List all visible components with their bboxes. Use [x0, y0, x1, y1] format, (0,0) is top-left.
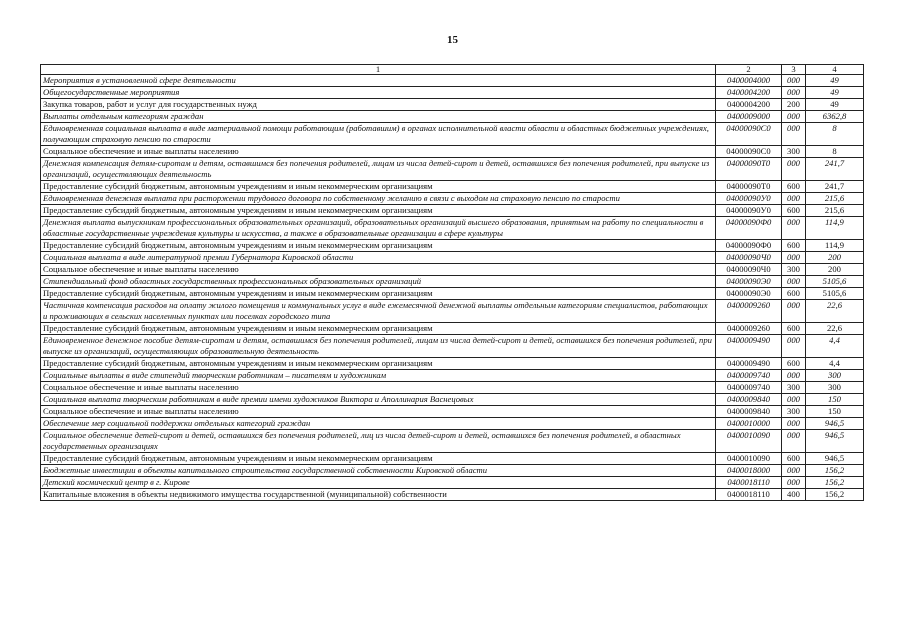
- row-code-cell: 04000090У0: [716, 193, 782, 205]
- table-row: [41, 123, 864, 146]
- row-type-cell: 000: [782, 111, 806, 123]
- row-name-cell: Социальное обеспечение и иные выплаты населению: [41, 146, 716, 158]
- row-name-cell: Мероприятия в установленной сфере деятельности: [41, 75, 716, 87]
- row-code-cell: 0400004200: [716, 99, 782, 111]
- table-row: [41, 394, 864, 406]
- row-amount-cell: 946,5: [806, 453, 864, 465]
- row-amount-cell: 4,4: [806, 335, 864, 358]
- row-code-cell: 0400009000: [716, 111, 782, 123]
- row-amount-cell: 300: [806, 382, 864, 394]
- row-type-cell: 600: [782, 453, 806, 465]
- row-name-cell: Предоставление субсидий бюджетным, автономным учреждениям и иным некоммерческим организациям: [41, 358, 716, 370]
- row-type-cell: 400: [782, 489, 806, 501]
- row-name-cell: Единовременное денежное пособие детям-сиротам и детям, оставшимся без попечения родителей, лицам из числа детей-сирот и детей, оставшихся без попечения родителей, при выпуске из организаций, осуществляющих образовательную деятельность: [41, 335, 716, 358]
- row-name-cell: Единовременная денежная выплата при расторжении трудового договора по собственному желанию в связи с выходом на страховую пенсию по старости: [41, 193, 716, 205]
- row-code-cell: 0400004000: [716, 75, 782, 87]
- row-name-cell: Социальные выплаты в виде стипендий творческим работникам – писателям и художникам: [41, 370, 716, 382]
- table-row: [41, 75, 864, 87]
- row-type-cell: 000: [782, 123, 806, 146]
- row-name-cell: Стипендиальный фонд областных государственных профессиональных образовательных организаций: [41, 276, 716, 288]
- row-type-cell: 600: [782, 240, 806, 252]
- row-amount-cell: 5105,6: [806, 276, 864, 288]
- table-row: [41, 252, 864, 264]
- row-type-cell: 000: [782, 87, 806, 99]
- row-code-cell: 04000090Т0: [716, 181, 782, 193]
- row-type-cell: 000: [782, 75, 806, 87]
- table-row: [41, 382, 864, 394]
- row-amount-cell: 8: [806, 123, 864, 146]
- row-code-cell: 04000090Э0: [716, 288, 782, 300]
- row-name-cell: Бюджетные инвестиции в объекты капитального строительства государственной собственности Кировской области: [41, 465, 716, 477]
- row-code-cell: 04000090С0: [716, 123, 782, 146]
- row-code-cell: 0400010000: [716, 418, 782, 430]
- row-code-cell: 0400010090: [716, 453, 782, 465]
- row-name-cell: Социальная выплата творческим работникам в виде премии имени художников Виктора и Аполлинария Васнецовых: [41, 394, 716, 406]
- row-type-cell: 000: [782, 477, 806, 489]
- row-code-cell: 0400009740: [716, 382, 782, 394]
- row-type-cell: 000: [782, 430, 806, 453]
- row-amount-cell: 49: [806, 75, 864, 87]
- row-amount-cell: 22,6: [806, 323, 864, 335]
- row-code-cell: 04000090Ч0: [716, 252, 782, 264]
- row-code-cell: 0400018110: [716, 477, 782, 489]
- row-amount-cell: 8: [806, 146, 864, 158]
- row-name-cell: Денежная компенсация детям-сиротам и детям, оставшимся без попечения родителей, лицам из числа детей-сирот и детей, оставшихся без попечения родителей, при выпуске из организаций, осуществляющих деятельность: [41, 158, 716, 181]
- row-code-cell: 04000090Ч0: [716, 264, 782, 276]
- row-type-cell: 000: [782, 193, 806, 205]
- row-name-cell: Социальное обеспечение и иные выплаты населению: [41, 382, 716, 394]
- row-type-cell: 000: [782, 276, 806, 288]
- row-type-cell: 000: [782, 300, 806, 323]
- header-cell-type: 3: [782, 65, 806, 75]
- row-name-cell: Социальное обеспечение детей-сирот и детей, оставшихся без попечения родителей, лиц из числа детей-сирот и детей, оставшихся без попечения родителей, в областных государственных организациях: [41, 430, 716, 453]
- row-amount-cell: 4,4: [806, 358, 864, 370]
- row-name-cell: Предоставление субсидий бюджетным, автономным учреждениям и иным некоммерческим организациям: [41, 240, 716, 252]
- row-name-cell: Закупка товаров, работ и услуг для государственных нужд: [41, 99, 716, 111]
- row-code-cell: 0400009840: [716, 394, 782, 406]
- row-type-cell: 000: [782, 418, 806, 430]
- row-name-cell: Предоставление субсидий бюджетным, автономным учреждениям и иным некоммерческим организациям: [41, 181, 716, 193]
- row-code-cell: 0400009840: [716, 406, 782, 418]
- table-row: [41, 370, 864, 382]
- row-name-cell: Социальная выплата в виде литературной премии Губернатора Кировской области: [41, 252, 716, 264]
- row-type-cell: 300: [782, 382, 806, 394]
- row-type-cell: 000: [782, 217, 806, 240]
- row-amount-cell: 200: [806, 264, 864, 276]
- row-amount-cell: 114,9: [806, 217, 864, 240]
- row-amount-cell: 49: [806, 87, 864, 99]
- table-row: [41, 87, 864, 99]
- row-type-cell: 200: [782, 99, 806, 111]
- row-amount-cell: 156,2: [806, 465, 864, 477]
- row-amount-cell: 150: [806, 406, 864, 418]
- header-cell-amount: 4: [806, 65, 864, 75]
- row-type-cell: 000: [782, 394, 806, 406]
- row-code-cell: 0400009260: [716, 323, 782, 335]
- row-name-cell: Социальное обеспечение и иные выплаты населению: [41, 406, 716, 418]
- row-amount-cell: 241,7: [806, 181, 864, 193]
- table-row: [41, 276, 864, 288]
- row-amount-cell: 215,6: [806, 205, 864, 217]
- row-amount-cell: 946,5: [806, 430, 864, 453]
- row-type-cell: 000: [782, 335, 806, 358]
- row-type-cell: 600: [782, 358, 806, 370]
- row-amount-cell: 946,5: [806, 418, 864, 430]
- row-name-cell: Капитальные вложения в объекты недвижимого имущества государственной (муниципальной) собственности: [41, 489, 716, 501]
- row-amount-cell: 5105,6: [806, 288, 864, 300]
- row-amount-cell: 300: [806, 370, 864, 382]
- table-row: [41, 406, 864, 418]
- table-row: [41, 430, 864, 453]
- row-code-cell: 0400004200: [716, 87, 782, 99]
- table-row: [41, 288, 864, 300]
- table-row: [41, 477, 864, 489]
- row-amount-cell: 156,2: [806, 477, 864, 489]
- table-row: [41, 489, 864, 501]
- table-row: [41, 111, 864, 123]
- row-name-cell: Предоставление субсидий бюджетным, автономным учреждениям и иным некоммерческим организациям: [41, 205, 716, 217]
- row-code-cell: 04000090Ф0: [716, 240, 782, 252]
- row-type-cell: 000: [782, 370, 806, 382]
- header-cell-name: 1: [41, 65, 716, 75]
- table-row: [41, 146, 864, 158]
- row-amount-cell: 150: [806, 394, 864, 406]
- row-name-cell: Социальное обеспечение и иные выплаты населению: [41, 264, 716, 276]
- table-row: [41, 300, 864, 323]
- row-name-cell: Обеспечение мер социальной поддержки отдельных категорий граждан: [41, 418, 716, 430]
- table-row: [41, 323, 864, 335]
- row-type-cell: 000: [782, 252, 806, 264]
- table-row: [41, 335, 864, 358]
- row-amount-cell: 215,6: [806, 193, 864, 205]
- row-amount-cell: 6362,8: [806, 111, 864, 123]
- row-name-cell: Детский космический центр в г. Кирове: [41, 477, 716, 489]
- table-row: [41, 418, 864, 430]
- row-code-cell: 0400009490: [716, 335, 782, 358]
- table-row: [41, 99, 864, 111]
- row-name-cell: Предоставление субсидий бюджетным, автономным учреждениям и иным некоммерческим организациям: [41, 323, 716, 335]
- row-code-cell: 0400009260: [716, 300, 782, 323]
- row-name-cell: Предоставление субсидий бюджетным, автономным учреждениям и иным некоммерческим организациям: [41, 288, 716, 300]
- row-name-cell: Денежная выплата выпускникам профессиональных образовательных организаций, образовательных организаций высшего образования, принятым на работу по специальности в областные государственные учреждения культуры и искусства, а также в образовательные организации в сфере культуры: [41, 217, 716, 240]
- row-type-cell: 300: [782, 406, 806, 418]
- table-row: [41, 217, 864, 240]
- table-header-row: [41, 65, 864, 75]
- row-name-cell: Частичная компенсация расходов на оплату жилого помещения и коммунальных услуг в виде ежемесячной денежной выплаты отдельным категориям специалистов, работающих и проживающих в сельских населенных пунктах или поселках городского типа: [41, 300, 716, 323]
- table-row: [41, 465, 864, 477]
- row-code-cell: 0400018000: [716, 465, 782, 477]
- row-type-cell: 300: [782, 264, 806, 276]
- table-row: [41, 358, 864, 370]
- row-code-cell: 04000090Ф0: [716, 217, 782, 240]
- table-row: [41, 240, 864, 252]
- row-code-cell: 04000090Э0: [716, 276, 782, 288]
- row-type-cell: 000: [782, 465, 806, 477]
- table-row: [41, 264, 864, 276]
- row-code-cell: 04000090С0: [716, 146, 782, 158]
- row-name-cell: Общегосударственные мероприятия: [41, 87, 716, 99]
- row-name-cell: Выплаты отдельным категориям граждан: [41, 111, 716, 123]
- row-amount-cell: 22,6: [806, 300, 864, 323]
- table-row: [41, 193, 864, 205]
- row-code-cell: 0400009490: [716, 358, 782, 370]
- table-row: [41, 453, 864, 465]
- row-amount-cell: 114,9: [806, 240, 864, 252]
- row-code-cell: 04000090Т0: [716, 158, 782, 181]
- row-type-cell: 600: [782, 205, 806, 217]
- row-type-cell: 600: [782, 181, 806, 193]
- row-amount-cell: 156,2: [806, 489, 864, 501]
- row-type-cell: 300: [782, 146, 806, 158]
- row-amount-cell: 200: [806, 252, 864, 264]
- row-code-cell: 0400009740: [716, 370, 782, 382]
- table-row: [41, 158, 864, 181]
- row-code-cell: 0400010090: [716, 430, 782, 453]
- page-number: 15: [447, 34, 458, 46]
- table-row: [41, 181, 864, 193]
- row-type-cell: 600: [782, 288, 806, 300]
- row-code-cell: 04000090У0: [716, 205, 782, 217]
- row-amount-cell: 241,7: [806, 158, 864, 181]
- header-cell-code: 2: [716, 65, 782, 75]
- row-name-cell: Предоставление субсидий бюджетным, автономным учреждениям и иным некоммерческим организациям: [41, 453, 716, 465]
- row-code-cell: 0400018110: [716, 489, 782, 501]
- row-type-cell: 600: [782, 323, 806, 335]
- budget-table: [40, 64, 864, 501]
- row-type-cell: 000: [782, 158, 806, 181]
- row-name-cell: Единовременная социальная выплата в виде материальной помощи работающим (работавшим) в органах исполнительной власти области и областных бюджетных учреждениях, получающим страховую пенсию по старости: [41, 123, 716, 146]
- row-amount-cell: 49: [806, 99, 864, 111]
- table-row: [41, 205, 864, 217]
